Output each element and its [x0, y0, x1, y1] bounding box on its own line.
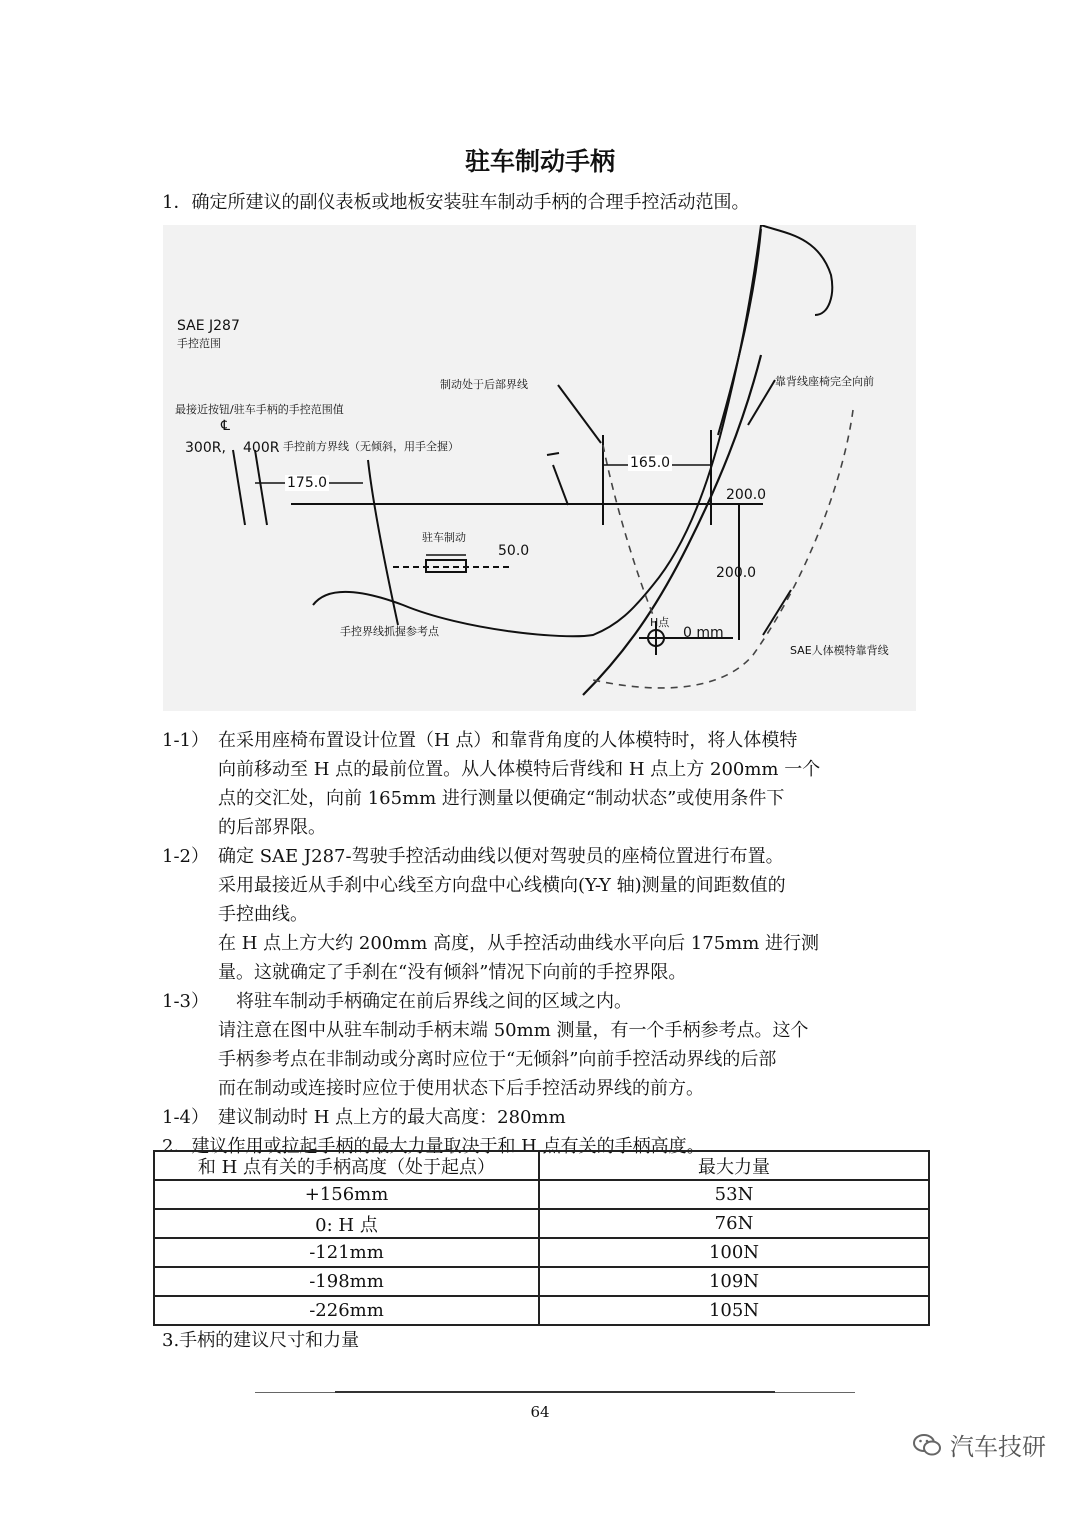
line: 点的交汇处，向前 165mm 进行测量以便确定“制动状态”或使用条件下 [218, 788, 785, 809]
line: 将驻车制动手柄确定在前后界线之间的区域之内。 [218, 991, 632, 1012]
dim-50: 50.0 [498, 543, 530, 559]
cell-height: +156mm [154, 1180, 539, 1209]
label-400r: 400R [243, 440, 280, 456]
cell-height: -226mm [154, 1296, 539, 1325]
label-h-point: H点 [650, 616, 670, 629]
front-limit-line [368, 460, 398, 625]
label-sae-j287: SAE J287 [177, 318, 240, 334]
table-row [154, 1180, 929, 1209]
line: 采用最接近从手刹中心线至方向盘中心线横向(Y-Y 轴)测量的间距数值的 [218, 875, 786, 896]
table-header-row [154, 1151, 929, 1180]
footer-rule-bold [335, 1391, 775, 1393]
line: 手控曲线。 [218, 904, 308, 925]
line: 在采用座椅布置设计位置（H 点）和靠背角度的人体模特时，将人体模特 [218, 730, 798, 751]
header-height: 和 H 点有关的手柄高度（处于起点） [154, 1151, 539, 1180]
dim-165: 165.0 [630, 455, 671, 471]
cell-force: 53N [539, 1180, 929, 1209]
table-row [154, 1238, 929, 1267]
label-300r: 300R, [185, 440, 226, 456]
seatback-line [583, 355, 761, 695]
line: 手柄参考点在非制动或分离时应位于“无倾斜”向前手控活动界线的后部 [218, 1049, 777, 1070]
para-1-4 [162, 1103, 922, 1132]
body-text [162, 726, 922, 1161]
table-row [154, 1296, 929, 1325]
cell-height: -198mm [154, 1267, 539, 1296]
intro-text: 1．确定所建议的副仪表板或地板安装驻车制动手柄的合理手控活动范围。 [162, 192, 750, 213]
label-brake-rear: 制动处于后部界线 [440, 378, 528, 391]
cell-force: 100N [539, 1238, 929, 1267]
para-number: 1-4） [162, 1107, 209, 1128]
label-front-line: 手控前方界线（无倾斜，用手全握） [283, 440, 459, 453]
label-manikin-line: SAE人体模特靠背线 [790, 644, 889, 657]
para-1-3 [162, 987, 922, 1103]
label-centerline: ℄ [221, 418, 230, 434]
watermark-text: 汽车技研 [950, 1433, 1046, 1461]
para-number: 1-2） [162, 846, 209, 867]
header-force: 最大力量 [539, 1151, 929, 1180]
diagram-drawing [163, 225, 916, 711]
para-1-2 [162, 842, 922, 987]
item-3: 3.手柄的建议尺寸和力量 [162, 1330, 360, 1351]
page-title: 驻车制动手柄 [464, 147, 615, 176]
line: 的后部界限。 [218, 817, 326, 838]
arc-300r [233, 450, 245, 525]
label-zero-mm: 0 mm [683, 625, 724, 641]
cell-force: 76N [539, 1209, 929, 1238]
table-row [154, 1267, 929, 1296]
seat-top-curve [761, 225, 832, 315]
dim-200-upper: 200.0 [726, 487, 767, 503]
cell-height: 0: H 点 [154, 1209, 539, 1238]
label-handbrake: 驻车制动 [422, 531, 466, 544]
para-number: 1-1） [162, 730, 209, 751]
cell-force: 109N [539, 1267, 929, 1296]
cell-force: 105N [539, 1296, 929, 1325]
line: 量。这就确定了手刹在“没有倾斜”情况下向前的手控界限。 [218, 962, 687, 983]
line: 在 H 点上方大约 200mm 高度，从手控活动曲线水平向后 175mm 进行测 [218, 933, 820, 954]
seat-outline [313, 225, 761, 636]
watermark [912, 1427, 1046, 1462]
table-row [154, 1209, 929, 1238]
line: 而在制动或连接时应位于使用状态下后手控活动界线的前方。 [218, 1078, 704, 1099]
dim-175: 175.0 [287, 475, 328, 491]
label-hand-range: 手控范围 [177, 337, 221, 350]
line: 向前移动至 H 点的最前位置。从人体模特后背线和 H 点上方 200mm 一个 [218, 759, 821, 780]
cell-height: -121mm [154, 1238, 539, 1267]
para-number: 1-3） [162, 991, 209, 1012]
label-nearest: 最接近按钮/驻车手柄的手控范围值 [175, 403, 344, 416]
line: 建议制动时 H 点上方的最大高度：280mm [218, 1107, 566, 1128]
seat-diagram [163, 225, 916, 711]
line: 确定 SAE J287-驾驶手控活动曲线以便对驾驶员的座椅位置进行布置。 [218, 846, 784, 867]
force-table [153, 1150, 930, 1326]
page-number: 64 [530, 1403, 550, 1421]
dim-200-lower: 200.0 [716, 565, 757, 581]
line: 请注意在图中从驻车制动手柄末端 50mm 测量，有一个手柄参考点。这个 [218, 1020, 809, 1041]
wechat-icon [912, 1432, 942, 1458]
para-1-1 [162, 726, 922, 842]
label-seatback: 靠背线座椅完全向前 [775, 375, 874, 388]
label-ref-point: 手控界线抓握参考点 [340, 625, 439, 638]
item-2: 2．建议作用或拉起手柄的最大力量取决于和 H 点有关的手柄高度。 [162, 1136, 705, 1157]
arc-400r [255, 450, 267, 525]
